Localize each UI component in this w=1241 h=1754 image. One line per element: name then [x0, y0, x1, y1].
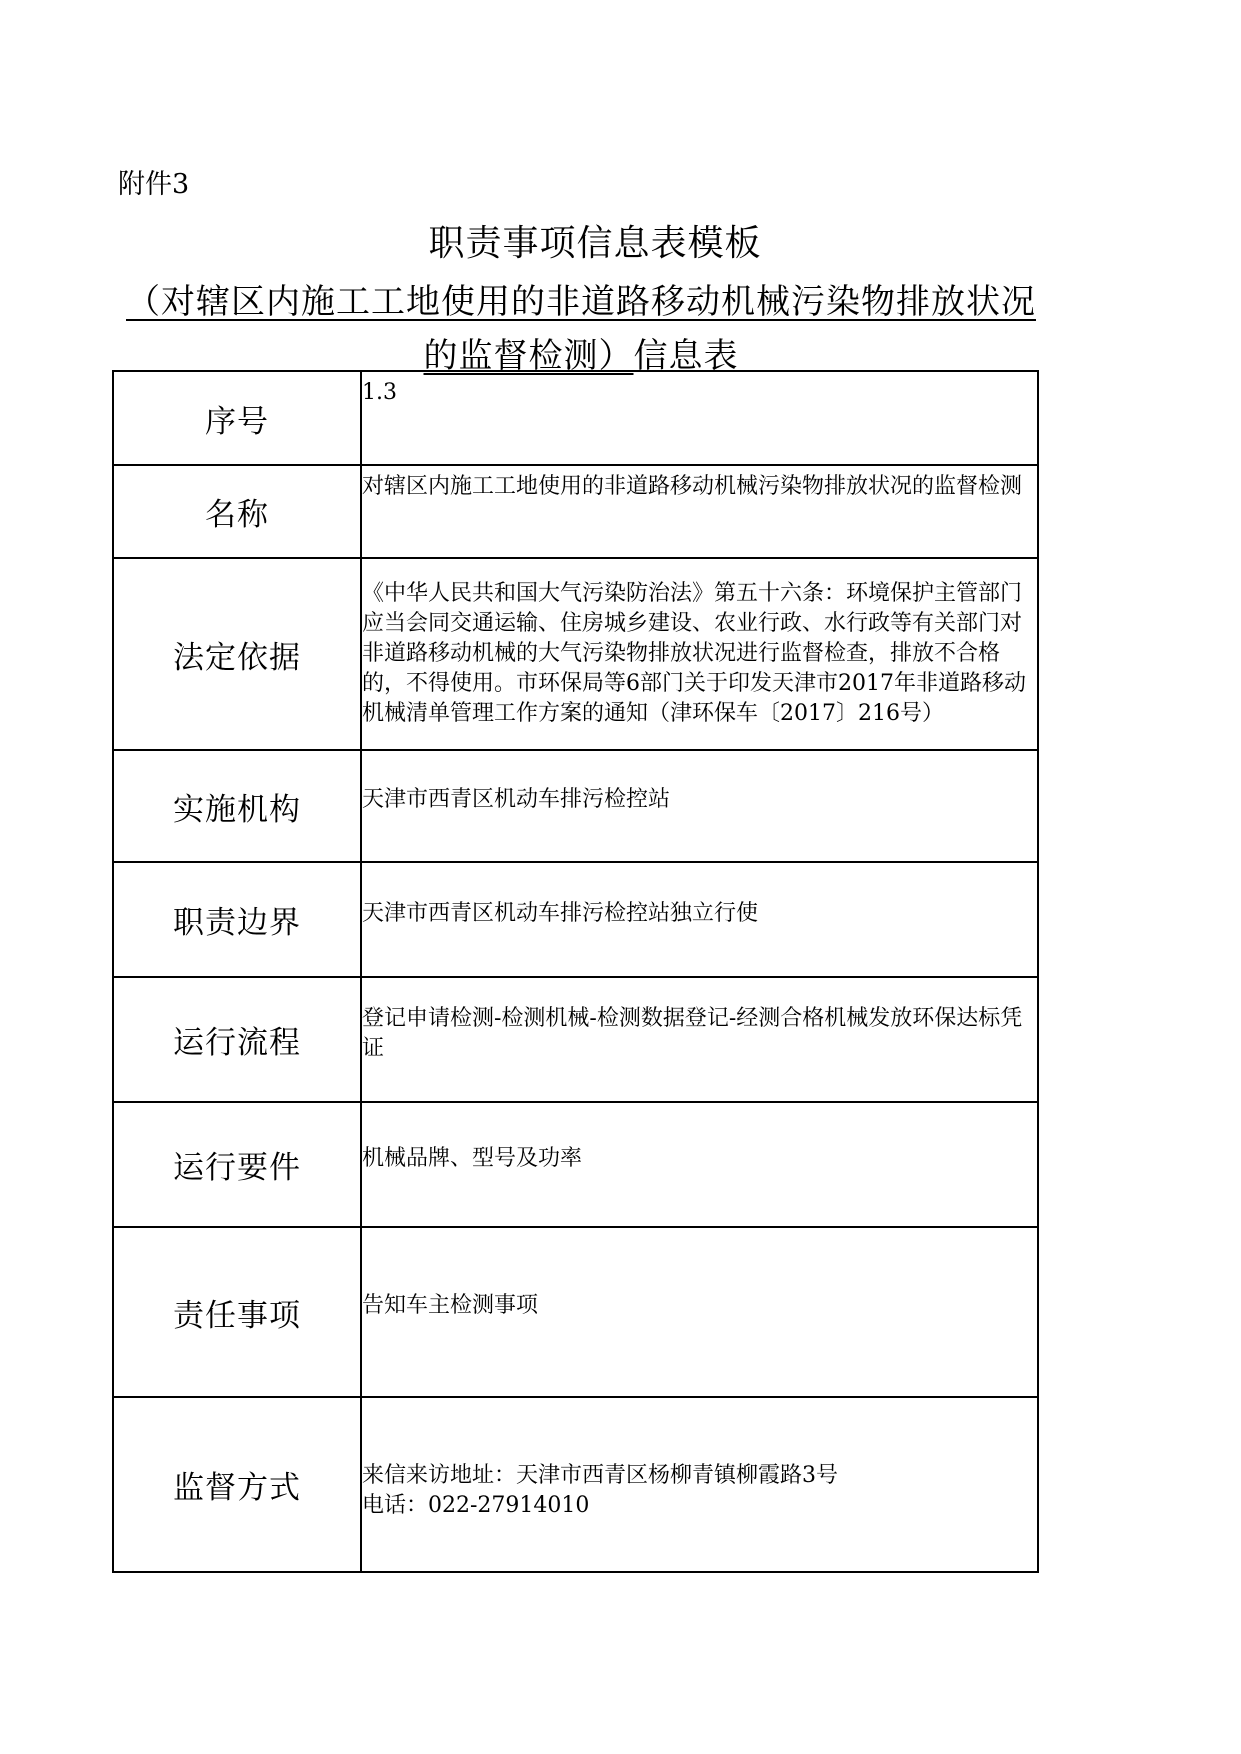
row-value: 来信来访地址：天津市西青区杨柳青镇柳霞路3号 电话：022-27914010: [362, 1462, 838, 1518]
row-value: 天津市西青区机动车排污检控站独立行使: [362, 900, 759, 926]
row-value-cell: [361, 977, 1038, 1102]
row-label: 运行要件: [113, 1102, 361, 1227]
row-value-cell: [361, 1102, 1038, 1227]
row-label: 实施机构: [113, 750, 361, 862]
row-name: [113, 465, 1038, 558]
subtitle-underlined: （对辖区内施工工地使用的非道路移动机械污染物排放状况的监督检测）: [126, 282, 1036, 376]
row-value: 告知车主检测事项: [362, 1293, 539, 1318]
subtitle-suffix: 信息表: [633, 336, 739, 376]
row-legal-basis: [113, 558, 1038, 750]
row-responsibility-items: [113, 1227, 1038, 1397]
info-table: [112, 370, 1039, 1573]
row-value: 对辖区内施工工地使用的非道路移动机械污染物排放状况的监督检测: [361, 465, 1038, 558]
row-value: 天津市西青区机动车排污检控站: [362, 787, 671, 812]
row-value-cell: [361, 862, 1038, 977]
row-value-cell: [361, 1227, 1038, 1397]
row-value: 登记申请检测-检测机械-检测数据登记-经测合格机械发放环保达标凭证: [362, 1005, 1023, 1061]
row-label: 运行流程: [113, 977, 361, 1102]
row-label: 监督方式: [113, 1397, 361, 1572]
row-label: 责任事项: [113, 1227, 361, 1397]
row-responsibility-boundary: [113, 862, 1038, 977]
row-value: 1.3: [361, 371, 1038, 465]
document-title: 职责事项信息表模板: [428, 223, 762, 264]
row-value-cell: [361, 750, 1038, 862]
document-subtitle: [126, 275, 1036, 383]
row-label: 法定依据: [113, 558, 361, 750]
row-supervision-method: [113, 1397, 1038, 1572]
row-operating-requirements: [113, 1102, 1038, 1227]
row-value: 《中华人民共和国大气污染防治法》第五十六条：环境保护主管部门应当会同交通运输、住房城乡建设、农业行政、水行政等有关部门对非道路移动机械的大气污染物排放状况进行监督检查，排放不合格的，不得使用。市环保局等6部门关于印发天津市2017年非道路移动机械清单管理工作方案的通知（津环保车〔2017〕216号）: [361, 558, 1038, 750]
row-label: 名称: [113, 465, 361, 558]
row-operating-process: [113, 977, 1038, 1102]
row-value-cell: [361, 1397, 1038, 1572]
attachment-label: 附件3: [118, 169, 190, 200]
row-value: 机械品牌、型号及功率: [362, 1145, 583, 1171]
row-label: 序号: [113, 371, 361, 465]
row-serial-number: [113, 371, 1038, 465]
row-implementing-agency: [113, 750, 1038, 862]
row-label: 职责边界: [113, 862, 361, 977]
